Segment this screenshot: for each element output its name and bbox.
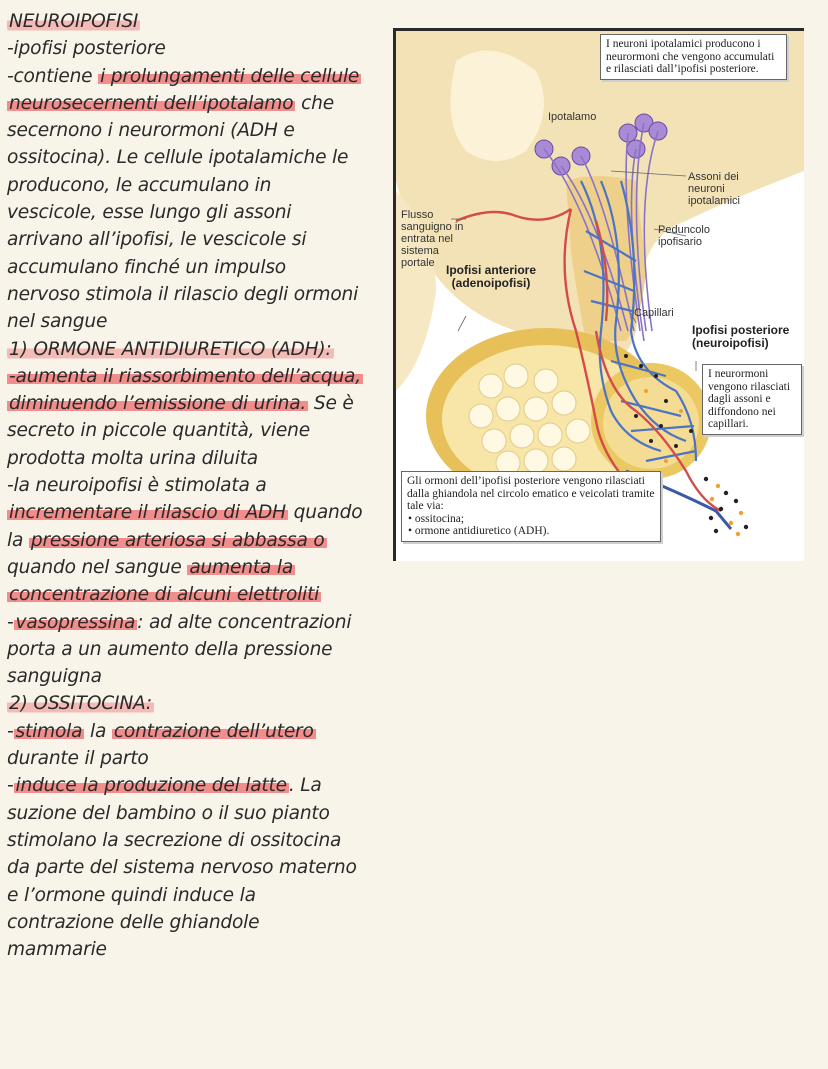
note-text: sanguigna: [7, 666, 102, 688]
caption-release-box: I neurormoni vengono rilasciati dagli assoni e diffondono nei capillari.: [702, 364, 802, 435]
highlighted-text: aumenta la: [189, 556, 294, 578]
label-ipofisi-posteriore: Ipofisi posteriore (neuroipofisi): [692, 323, 790, 350]
label-capillari: Capillari: [634, 307, 674, 319]
note-text: : ad alte concentrazioni: [137, 611, 352, 633]
note-text: durante il parto: [7, 748, 149, 770]
hypophysis-figure: [393, 28, 804, 561]
note-line: [7, 472, 377, 499]
note-text: -: [7, 720, 14, 742]
hormone-list: [407, 513, 655, 538]
caption-neurons-box: I neuroni ipotalamici producono i neurormoni che vengono accumulati e rilasciati dall’ipofisi posteriore.: [600, 34, 787, 80]
note-text: secreto in piccole quantità, viene: [7, 420, 310, 442]
note-text: quando: [287, 502, 363, 524]
note-line: [7, 336, 377, 363]
highlighted-text: incrementare il rilascio di ADH: [9, 502, 286, 524]
highlighted-text: vasopressina: [15, 611, 136, 633]
highlighted-text: 2) OSSITOCINA:: [9, 693, 152, 715]
highlighted-text: diminuendo l’emissione di urina.: [9, 393, 307, 415]
note-text: -ipofisi posteriore: [7, 38, 166, 60]
note-line: [7, 117, 377, 144]
note-line: [7, 35, 377, 62]
caption-hormones-intro: Gli ormoni dell’ipofisi posteriore vengono rilasciati dalla ghiandola nel circolo ematico e veicolati tramite tale via:: [407, 475, 655, 512]
note-line: [7, 144, 377, 171]
note-text: mammarie: [7, 939, 107, 961]
note-line: [7, 636, 377, 663]
highlighted-text: NEUROIPOFISI: [9, 11, 139, 32]
note-text: -contiene: [7, 65, 99, 87]
note-line: [7, 909, 377, 936]
highlighted-text: 1) ORMONE ANTIDIURETICO (ADH):: [9, 338, 332, 360]
note-line: [7, 63, 377, 90]
note-text: contrazione delle ghiandole: [7, 911, 260, 933]
label-ipofisi-anteriore: Ipofisi anteriore (adenoipofisi): [445, 263, 537, 290]
note-text: la: [84, 720, 112, 742]
note-line: [7, 663, 377, 690]
hormone-list-item: • ormone antidiuretico (ADH).: [417, 525, 655, 538]
note-line: [7, 936, 377, 963]
note-line: [7, 581, 377, 608]
note-line: [7, 254, 377, 281]
note-line: [7, 8, 377, 35]
note-text: prodotta molta urina diluita: [7, 447, 258, 469]
note-text: -: [7, 775, 14, 797]
note-text: che: [295, 92, 334, 114]
note-line: [7, 609, 377, 636]
note-text: arrivano all’ipofisi, le vescicole si: [7, 229, 307, 251]
label-ipotalamo: Ipotalamo: [548, 111, 597, 123]
note-text: quando nel sangue: [7, 556, 188, 578]
highlighted-text: concentrazione di alcuni elettroliti: [9, 584, 320, 606]
note-line: [7, 281, 377, 308]
highlighted-text: stimola: [15, 720, 83, 742]
note-text: suzione del bambino o il suo pianto: [7, 802, 330, 824]
note-line: [7, 554, 377, 581]
note-text: e l’ormone quindi induce la: [7, 884, 256, 906]
highlighted-text: -aumenta il riassorbimento dell’acqua,: [9, 365, 361, 387]
note-text: accumulano finché un impulso: [7, 256, 286, 278]
note-line: [7, 445, 377, 472]
note-text: stimolano la secrezione di ossitocina: [7, 829, 342, 851]
note-line: [7, 363, 377, 390]
highlighted-text: neurosecernenti dell’ipotalamo: [9, 92, 294, 114]
note-text: . La: [288, 775, 322, 797]
note-text: ossitocina). Le cellule ipotalamiche le: [7, 147, 349, 169]
note-line: [7, 499, 377, 526]
note-line: [7, 827, 377, 854]
study-notes: [7, 8, 377, 963]
highlighted-text: induce la produzione del latte: [15, 775, 287, 797]
note-text: secernono i neurormoni (ADH e: [7, 120, 295, 142]
note-text: la: [7, 529, 29, 551]
note-line: [7, 690, 377, 717]
note-line: [7, 527, 377, 554]
note-line: [7, 417, 377, 444]
highlighted-text: i prolungamenti delle cellule: [100, 65, 360, 87]
note-line: [7, 172, 377, 199]
label-flusso-sanguigno: Flusso sanguigno in entrata nel sistema portale: [401, 209, 464, 269]
note-line: [7, 226, 377, 253]
note-text: nervoso stimola il rilascio degli ormoni: [7, 283, 359, 305]
highlighted-text: contrazione dell’utero: [113, 720, 314, 742]
note-line: [7, 772, 377, 799]
hormone-list-item: • ossitocina;: [417, 513, 655, 526]
label-assoni: Assoni dei neuroni ipotalamici: [688, 171, 740, 207]
note-text: -la neuroipofisi è stimolata a: [7, 475, 267, 497]
note-text: Se è: [308, 393, 354, 415]
caption-hormones-box: [401, 471, 661, 542]
note-line: [7, 199, 377, 226]
note-text: porta a un aumento della pressione: [7, 638, 333, 660]
note-line: [7, 882, 377, 909]
note-line: [7, 308, 377, 335]
highlighted-text: pressione arteriosa si abbassa o: [30, 529, 325, 551]
note-text: -: [7, 611, 14, 633]
note-line: [7, 745, 377, 772]
note-line: [7, 718, 377, 745]
note-line: [7, 390, 377, 417]
label-peduncolo: Peduncolo ipofisario: [658, 224, 710, 248]
note-text: producono, le accumulano in: [7, 174, 272, 196]
note-line: [7, 800, 377, 827]
note-line: [7, 90, 377, 117]
note-text: nel sangue: [7, 311, 108, 333]
note-line: [7, 854, 377, 881]
note-text: vescicole, esse lungo gli assoni: [7, 202, 292, 224]
note-text: da parte del sistema nervoso materno: [7, 857, 357, 879]
